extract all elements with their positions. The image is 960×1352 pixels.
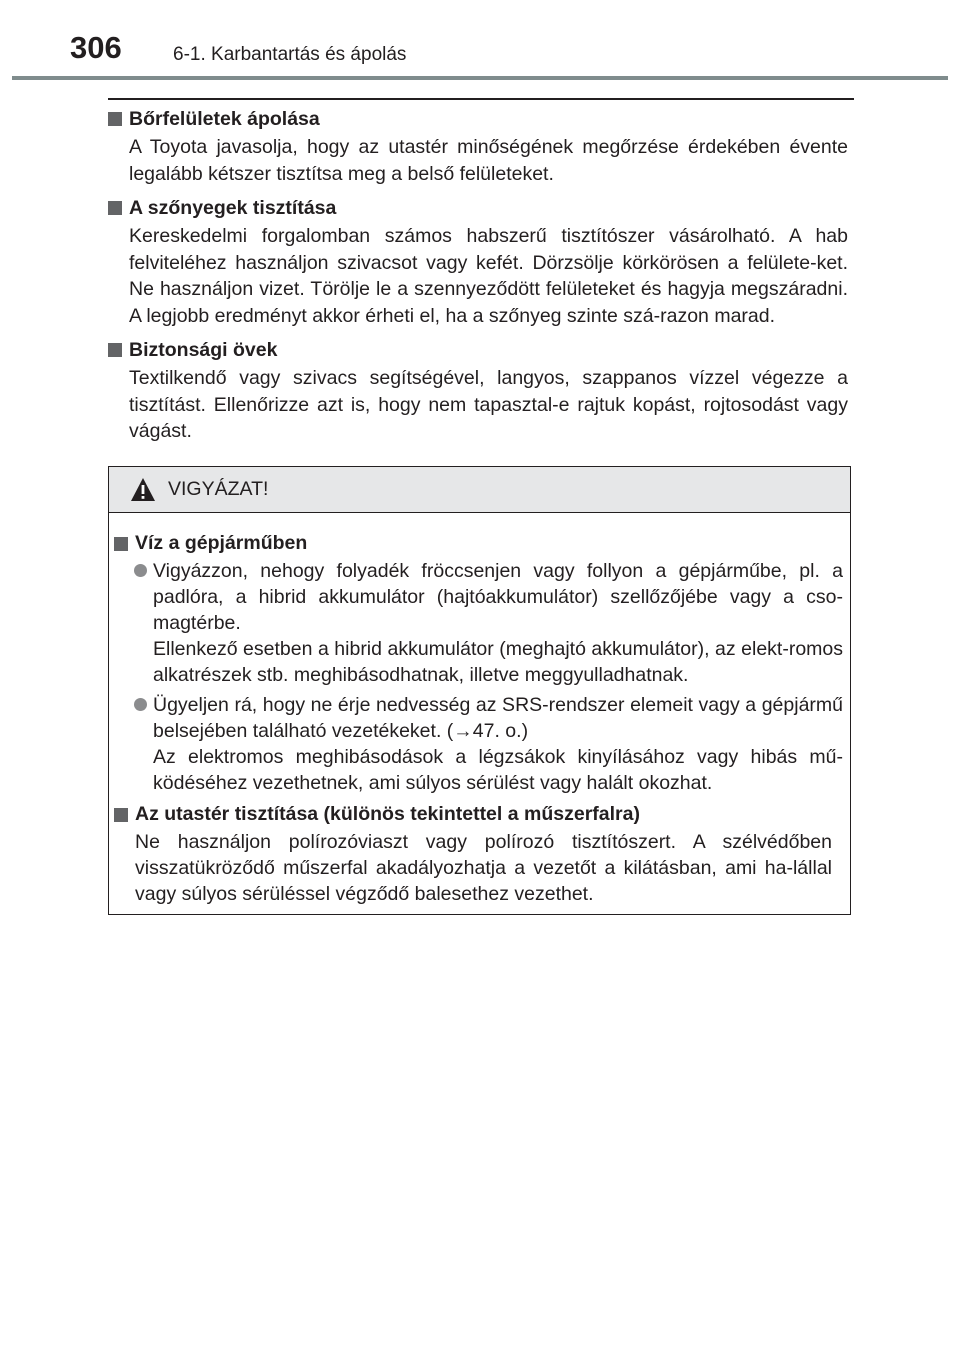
- warning-body: [109, 513, 850, 907]
- warning-item-heading: Az utastér tisztítása (különös tekintettel a műszerfalra): [135, 803, 640, 825]
- main-content: [108, 104, 854, 451]
- warning-bullet: [114, 692, 843, 796]
- warning-bullet: [114, 558, 843, 688]
- bullet-text: Ellenkező esetben a hibrid akkumulátor (meghajtó akkumulátor), az elekt-romos alkatrészek stb. meghibásodhatnak, illetve meggyulladhatnak.: [153, 638, 843, 686]
- warning-item-text: Ne használjon polírozóviaszt vagy polírozó tisztítószert. A szélvédőben visszatükröződő műszerfal akadályozhatja a vezetőt a kilátásban, ami ha-lállal vagy súlyos sérüléssel végződő balesethez vezethet.: [135, 831, 832, 905]
- bullet-text: Ügyeljen rá, hogy ne érje nedvesség az SRS-rendszer elemeit vagy a gépjármű belsejében található vezetékeket. (→47. o.): [153, 694, 843, 742]
- section-text: Textilkendő vagy szivacs segítségével, langyos, szappanos vízzel végezze a tisztítást. Ellenőrizze azt is, hogy nem tapasztal-e rajtuk kopást, rojtosodást vagy vágást.: [129, 367, 848, 442]
- square-bullet-icon: [108, 112, 122, 126]
- section-seatbelts: [108, 335, 854, 445]
- content-divider: [108, 98, 854, 100]
- section-carpets: [108, 193, 854, 329]
- section-text: Kereskedelmi forgalomban számos habszerű tisztítószer vásárolható. A hab felviteléhez használjon szivacsot vagy kefét. Dörzsölje körkörösen a felülete-ket. Ne használjon vizet. Törölje le a szennyeződött felületeket és hagyja megszáradni. A legjobb eredményt akkor érheti el, ha a szőnyeg szinte szá-razon marad.: [129, 225, 848, 327]
- round-bullet-icon: [134, 698, 147, 711]
- square-bullet-icon: [108, 343, 122, 357]
- warning-triangle-icon: [130, 477, 156, 503]
- square-bullet-icon: [114, 537, 128, 551]
- bullet-text: Vigyázzon, nehogy folyadék fröccsenjen vagy follyon a gépjárműbe, pl. a padlóra, a hibrid akkumulátor (hajtóakkumulátor) szellőzőjébe vagy a cso-magtérbe.: [153, 560, 843, 634]
- section-heading: A szőnyegek tisztítása: [129, 197, 337, 219]
- section-heading: Biztonsági övek: [129, 339, 278, 361]
- warning-header: [109, 467, 850, 513]
- page-header: [0, 0, 960, 80]
- warning-box: [108, 466, 851, 915]
- round-bullet-icon: [134, 564, 147, 577]
- header-divider: [12, 76, 948, 80]
- square-bullet-icon: [114, 808, 128, 822]
- section-leather: [108, 104, 854, 187]
- warning-item-heading: Víz a gépjárműben: [135, 532, 308, 554]
- chapter-title: 6-1. Karbantartás és ápolás: [173, 44, 407, 65]
- square-bullet-icon: [108, 201, 122, 215]
- page-number: 306: [70, 30, 122, 65]
- warning-title: VIGYÁZAT!: [168, 478, 269, 500]
- section-text: A Toyota javasolja, hogy az utastér minőségének megőrzése érdekében évente legalább kétszer tisztítsa meg a belső felületeket.: [129, 136, 848, 185]
- bullet-text: Az elektromos meghibásodások a légzsákok kinyílásához vagy hibás mű-ködéséhez vezethetnek, ami súlyos sérülést vagy halált okozhat.: [153, 746, 843, 794]
- section-heading: Bőrfelületek ápolása: [129, 108, 320, 130]
